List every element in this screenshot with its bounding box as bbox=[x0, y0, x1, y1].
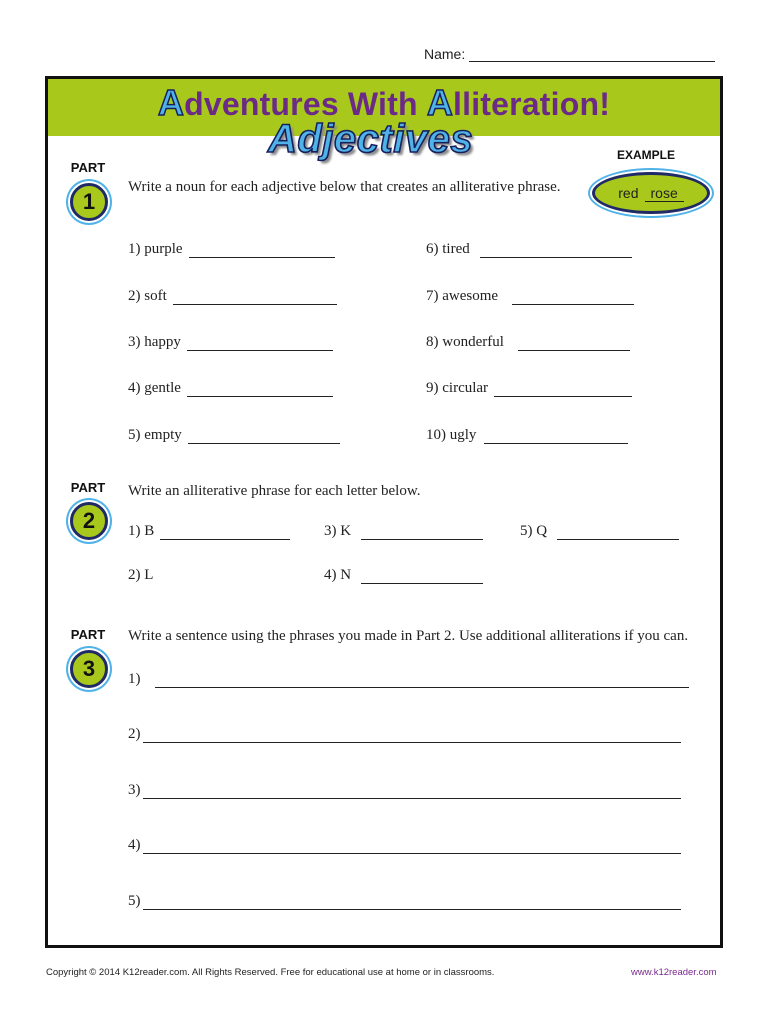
item-label: 2) L bbox=[128, 567, 154, 583]
answer-blank[interactable] bbox=[484, 431, 628, 444]
answer-blank[interactable] bbox=[494, 384, 632, 397]
answer-blank[interactable] bbox=[188, 431, 340, 444]
title-text-part2: lliteration! bbox=[453, 86, 611, 122]
part3-sentence-2 bbox=[128, 726, 681, 743]
answer-blank[interactable] bbox=[480, 245, 632, 258]
example-label: EXAMPLE bbox=[617, 148, 676, 162]
item-label: 2) bbox=[128, 726, 141, 742]
answer-blank[interactable] bbox=[361, 527, 483, 540]
copyright-notice: Copyright © 2014 K12reader.com. All Rights Reserved. Free for educational use at home or in classrooms. bbox=[46, 967, 495, 978]
part1-item-1 bbox=[128, 241, 335, 258]
worksheet-subtitle: Adjectives bbox=[268, 117, 474, 161]
answer-blank[interactable] bbox=[187, 384, 333, 397]
part3-instruction: Write a sentence using the phrases you made in Part 2. Use additional alliterations if you can. bbox=[128, 628, 689, 644]
answer-blank[interactable] bbox=[518, 338, 630, 351]
name-blank[interactable] bbox=[469, 47, 715, 62]
item-label: 7) awesome bbox=[426, 288, 499, 304]
title-initial-a-second: A bbox=[426, 82, 454, 123]
part1-number-badge: 1 bbox=[70, 183, 108, 221]
item-label: 4) gentle bbox=[128, 380, 181, 396]
item-label: 4) N bbox=[324, 567, 352, 583]
part2-item-k bbox=[324, 523, 483, 540]
part1-item-5 bbox=[128, 427, 340, 444]
answer-blank[interactable] bbox=[512, 292, 634, 305]
name-field[interactable] bbox=[424, 46, 715, 62]
part2-label: PART bbox=[70, 480, 106, 495]
part3-sentence-4 bbox=[128, 837, 681, 854]
item-label: 10) ugly bbox=[426, 427, 477, 443]
item-label: 9) circular bbox=[426, 380, 489, 396]
part1-item-2 bbox=[128, 288, 337, 305]
sentence-line[interactable] bbox=[143, 841, 681, 854]
example-adjective: red bbox=[618, 185, 639, 201]
name-label: Name: bbox=[424, 46, 466, 62]
part2-number-badge: 2 bbox=[70, 502, 108, 540]
part2-item-b bbox=[128, 523, 290, 540]
item-label: 8) wonderful bbox=[426, 334, 504, 350]
part1-item-9 bbox=[426, 380, 632, 397]
part1-item-7 bbox=[426, 288, 634, 305]
example-answer: rose bbox=[645, 185, 684, 202]
example-oval bbox=[592, 172, 710, 214]
part1-item-6 bbox=[426, 241, 632, 258]
title-initial-a: A bbox=[157, 82, 185, 123]
item-label: 6) tired bbox=[426, 241, 470, 257]
sentence-line[interactable] bbox=[155, 675, 689, 688]
sentence-line[interactable] bbox=[143, 786, 681, 799]
title-text-part1: dventures With bbox=[184, 86, 427, 122]
answer-blank[interactable] bbox=[361, 571, 483, 584]
item-label: 3) happy bbox=[128, 334, 181, 350]
item-label: 1) B bbox=[128, 523, 155, 539]
part2-item-n bbox=[324, 567, 483, 584]
item-label: 3) bbox=[128, 782, 141, 798]
part1-item-4 bbox=[128, 380, 333, 397]
sentence-line[interactable] bbox=[143, 730, 681, 743]
item-label: 5) empty bbox=[128, 427, 182, 443]
part2-item-l bbox=[128, 567, 153, 584]
part2-item-q bbox=[520, 523, 679, 540]
item-label: 5) bbox=[128, 893, 141, 909]
item-label: 2) soft bbox=[128, 288, 167, 304]
part3-label: PART bbox=[70, 627, 106, 642]
sentence-line[interactable] bbox=[143, 897, 681, 910]
part1-item-8 bbox=[426, 334, 630, 351]
item-label: 5) Q bbox=[520, 523, 548, 539]
answer-blank[interactable] bbox=[189, 245, 335, 258]
part1-label: PART bbox=[70, 160, 106, 175]
part3-number-badge: 3 bbox=[70, 650, 108, 688]
item-label: 3) K bbox=[324, 523, 352, 539]
part1-instruction: Write a noun for each adjective below that creates an alliterative phrase. bbox=[128, 179, 561, 195]
item-label: 1) purple bbox=[128, 241, 183, 257]
answer-blank[interactable] bbox=[557, 527, 679, 540]
item-label: 1) bbox=[128, 671, 141, 687]
part3-sentence-1 bbox=[128, 671, 689, 688]
part3-sentence-5 bbox=[128, 893, 681, 910]
part1-item-10 bbox=[426, 427, 628, 444]
answer-blank[interactable] bbox=[173, 292, 337, 305]
part1-item-3 bbox=[128, 334, 333, 351]
part2-instruction: Write an alliterative phrase for each letter below. bbox=[128, 483, 421, 499]
part3-sentence-3 bbox=[128, 782, 681, 799]
answer-blank[interactable] bbox=[160, 527, 290, 540]
item-label: 4) bbox=[128, 837, 141, 853]
website-link[interactable]: www.k12reader.com bbox=[631, 967, 717, 978]
answer-blank[interactable] bbox=[187, 338, 333, 351]
